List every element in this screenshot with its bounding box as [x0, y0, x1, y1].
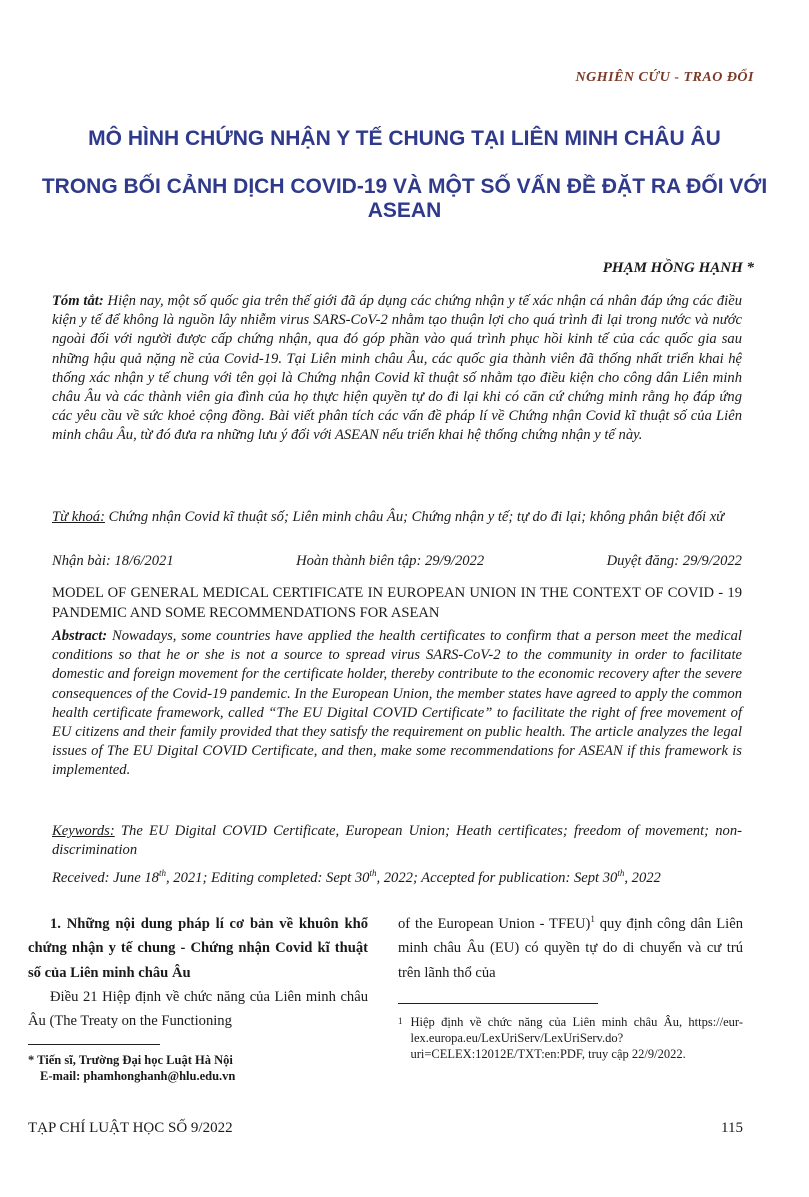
vi-keywords-label: Từ khoá: [52, 509, 105, 525]
article-title-line-1: MÔ HÌNH CHỨNG NHẬN Y TẾ CHUNG TẠI LIÊN MINH CHÂU ÂU [88, 127, 721, 150]
en-editing-sup: th [369, 868, 377, 879]
article-title-line-2: TRONG BỐI CẢNH DỊCH COVID-19 VÀ MỘT SỐ VẤN ĐỀ ĐẶT RA ĐỐI VỚI ASEAN [41, 175, 768, 222]
vi-keywords-text: Chứng nhận Covid kĩ thuật số; Liên minh châu Âu; Chứng nhận y tế; tự do đi lại; không phân biệt đối xử [104, 509, 725, 525]
author-name: PHẠM HỒNG HẠNH * [602, 260, 754, 276]
en-accepted-sup: th [617, 868, 625, 879]
en-title: MODEL OF GENERAL MEDICAL CERTIFICATE IN EUROPEAN UNION IN THE CONTEXT OF COVID - 19 PANDEMIC AND SOME RECOMMENDATIONS FOR ASEAN [52, 585, 742, 621]
author-footnote [28, 1052, 368, 1084]
en-abstract-label: Abstract: [52, 628, 108, 644]
vi-abstract-text: Hiện nay, một số quốc gia trên thế giới đã áp dụng các chứng nhận y tế xác nhận cá nhân đáp ứng các điều kiện y tế để không là nguồn lây nhiễm virus SARS-CoV-2 nhằm tạo thuận lợi cho quá trình đi lại trong nước và nước ngoài đối với người được cấp chứng nhận, qua đó góp phần vào quá trình phục hồi kinh tế của các quốc gia sau những hậu quả nặng nề của Covid-19. Tại Liên minh châu Âu, các quốc gia thành viên đã thống nhất triển khai hệ thống xác nhận y tế chung với tên gọi là Chứng nhận Covid kĩ thuật số nhằm tạo điều kiện cho công dân Liên minh châu Âu và các thành viên gia đình của họ thực hiện quyền tự do đi lại khi có căn cứ chứng minh rằng họ đáp ứng các yêu cầu về sức khoẻ cộng đồng. Bài viết phân tích các vấn đề pháp lí về Chứng nhận Covid kĩ thuật số của Liên minh châu Âu, từ đó đưa ra những lưu ý đối với ASEAN nếu triển khai hệ thống chứng nhận y tế này. [52, 293, 742, 444]
footnote-1-text: Hiệp định về chức năng của Liên minh châu Âu, https://eur-lex.europa.eu/LexUriServ/LexUriServ.do?uri=CELEX:12012E/TXT:en:PDF, truy cập 22/9/2022. [410, 1015, 743, 1061]
vi-accepted: Duyệt đăng: 29/9/2022 [606, 553, 742, 569]
body-right-text-a: of the European Union - TFEU) [398, 916, 591, 932]
body-right-paragraph [398, 912, 743, 985]
en-keywords-text: The EU Digital COVID Certificate, European Union; Heath certificates; freedom of movement; non-discrimination [52, 823, 742, 859]
body-right-text-b: quy định công dân Liên minh châu Âu (EU) có quyền tự do di chuyển và cư trú trên lãnh thổ của [398, 916, 743, 981]
section-tag: NGHIÊN CỨU - TRAO ĐỔI [575, 70, 754, 85]
footnote-1-number: 1 [398, 1016, 403, 1026]
en-keywords-label: Keywords: [52, 823, 115, 839]
en-abstract-text: Nowadays, some countries have applied the health certificates to confirm that a person meet the medical conditions so that he or she is not a source to spread virus SARS-CoV-2 to the community in order to facilitate domestic and foreign movement for the certificate holder, thereby contribute to the economic recovery after the severe consequences of the Covid-19 pandemic. In the European Union, the member states have agreed to apply the common health certificate framework, called “The EU Digital COVID Certificate” to facilitate the right of free movement of EU citizens and their family provided that they satisfy the requirement on public health. The article analyzes the legal issues of The EU Digital COVID Certificate, and then, make some recommendations for ASEAN if this framework is implemented. [52, 628, 742, 779]
en-keywords [52, 822, 742, 860]
page-number: 115 [721, 1120, 743, 1136]
vi-keywords [52, 508, 742, 527]
en-editing: , 2021; Editing completed: Sept 30 [165, 870, 370, 886]
vi-editing: Hoàn thành biên tập: 29/9/2022 [296, 553, 485, 569]
en-dates [52, 869, 742, 888]
en-received: Received: June 18 [52, 870, 159, 886]
footnote-ref-1: 1 [590, 914, 595, 925]
vi-abstract [52, 292, 742, 446]
author-email: E-mail: phamhonghanh@hlu.edu.vn [40, 1069, 236, 1083]
vi-received: Nhận bài: 18/6/2021 [52, 553, 174, 569]
en-dates-end: , 2022 [624, 870, 661, 886]
en-received-sup: th [158, 868, 166, 879]
vi-abstract-label: Tóm tắt: [52, 293, 104, 309]
en-accepted: , 2022; Accepted for publication: Sept 30 [376, 870, 618, 886]
vi-dates [52, 553, 742, 570]
section-heading-text: 1. Những nội dung pháp lí cơ bản về khuôn khổ chứng nhận y tế chung - Chứng nhận Covid kĩ thuật số của Liên minh châu Âu [28, 916, 368, 981]
section-heading [28, 912, 368, 985]
author-affiliation: * Tiến sĩ, Trường Đại học Luật Hà Nội [28, 1053, 233, 1067]
en-abstract [52, 627, 742, 781]
body-left-paragraph: Điều 21 Hiệp định về chức năng của Liên minh châu Âu (The Treaty on the Functioning [28, 989, 368, 1030]
footnote-1 [398, 1014, 743, 1062]
journal-name: TẠP CHÍ LUẬT HỌC SỐ 9/2022 [28, 1120, 233, 1136]
footnote-rule-left [28, 1044, 160, 1045]
footnote-rule-right [398, 1003, 598, 1004]
page-footer [28, 1120, 743, 1137]
